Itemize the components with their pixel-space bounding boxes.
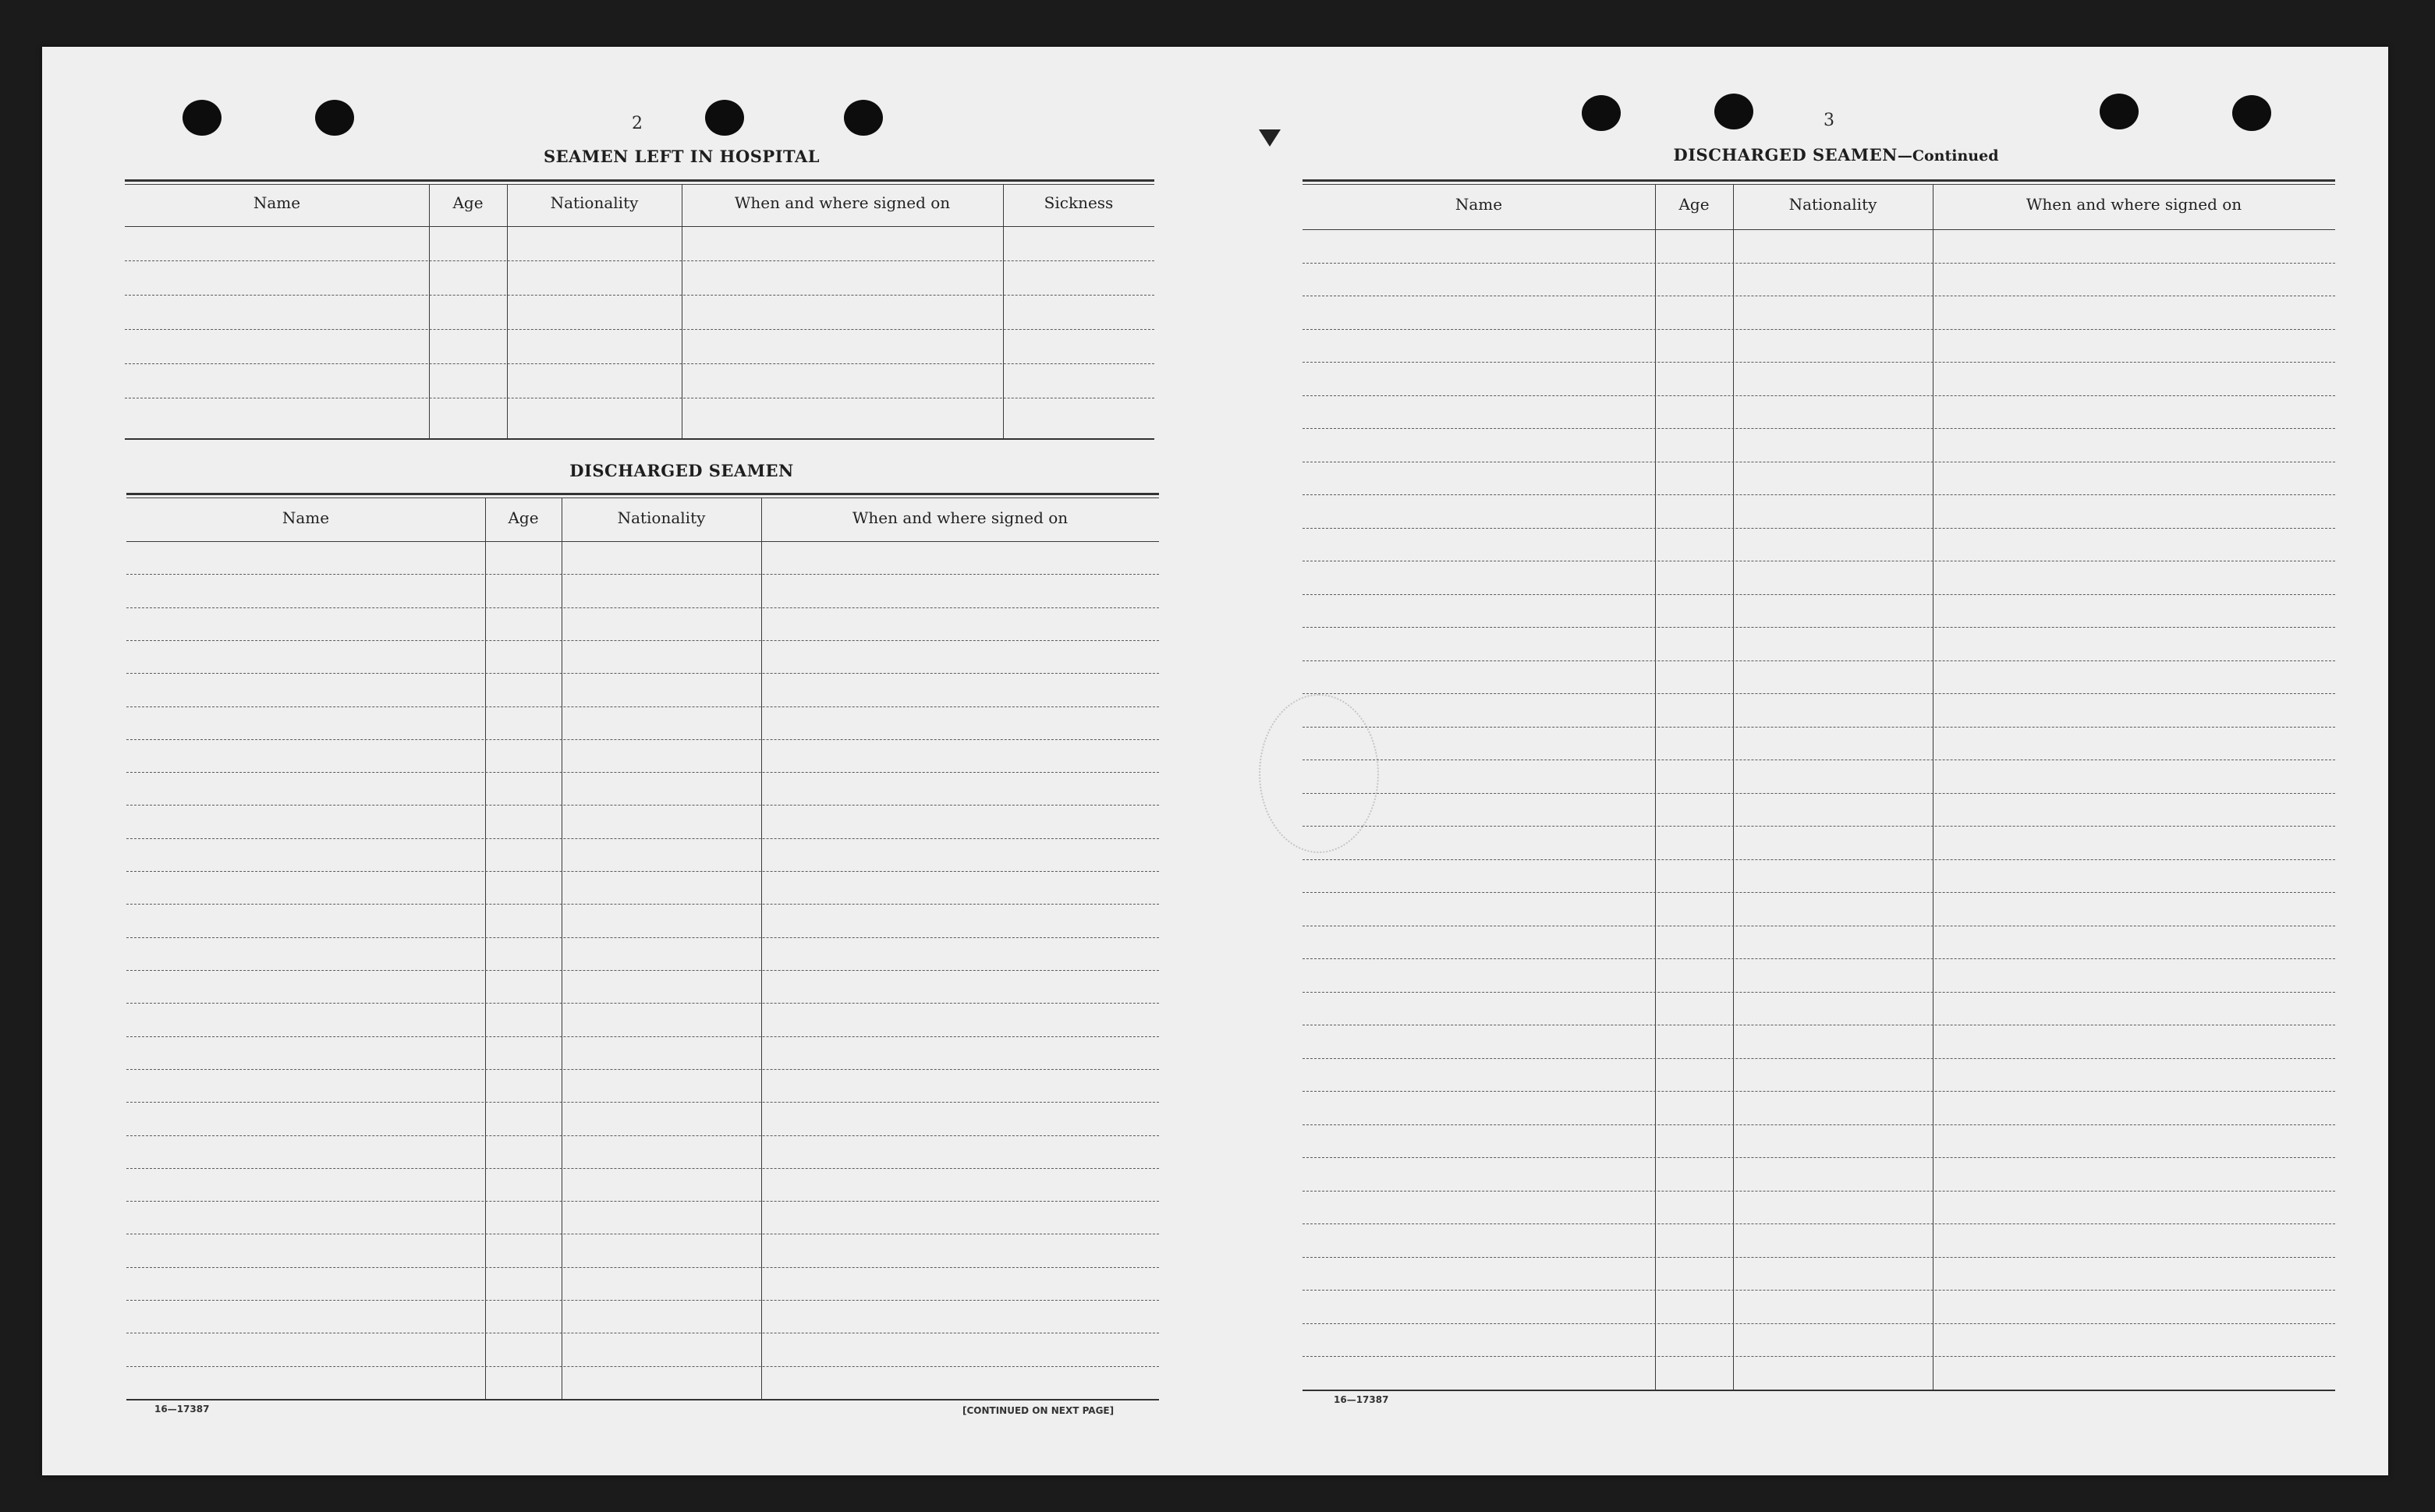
punch-hole bbox=[2100, 94, 2139, 129]
col-header-name: Name bbox=[1455, 195, 1503, 214]
discharged-table-left bbox=[126, 493, 1159, 1400]
table-row-line bbox=[1303, 992, 2335, 993]
table-row-line bbox=[1303, 1356, 2335, 1357]
col-header-signed-on: When and where signed on bbox=[852, 508, 1069, 527]
table-row-line bbox=[1303, 1323, 2335, 1324]
table-row-line bbox=[1303, 727, 2335, 728]
punch-hole bbox=[183, 100, 222, 136]
title-suffix: —Continued bbox=[1897, 147, 1999, 165]
table-row-line bbox=[126, 1201, 1159, 1202]
table-row-line bbox=[126, 739, 1159, 740]
table-row-line bbox=[126, 1168, 1159, 1169]
table-row-line bbox=[1303, 329, 2335, 330]
table-row-line bbox=[1303, 528, 2335, 529]
table-row-line bbox=[126, 904, 1159, 905]
page-number-left: 2 bbox=[632, 114, 643, 133]
table-row-line bbox=[1303, 395, 2335, 396]
table-row-line bbox=[126, 1003, 1159, 1004]
table-row-line bbox=[1303, 859, 2335, 860]
table-row-line bbox=[1303, 1290, 2335, 1291]
hospital-table bbox=[125, 179, 1154, 441]
col-header-signed-on: When and where signed on bbox=[2026, 195, 2242, 214]
discharged-section-title: DISCHARGED SEAMEN bbox=[569, 461, 794, 480]
form-number-left: 16—17387 bbox=[154, 1404, 210, 1415]
table-row-line bbox=[126, 640, 1159, 641]
col-header-name: Name bbox=[282, 508, 330, 527]
punch-hole bbox=[315, 100, 354, 136]
col-header-signed-on: When and where signed on bbox=[734, 193, 951, 212]
punch-hole bbox=[2232, 95, 2271, 131]
corner-mark bbox=[1259, 129, 1281, 147]
table-row-line bbox=[126, 970, 1159, 971]
punch-hole bbox=[844, 100, 883, 136]
table-row-line bbox=[1303, 494, 2335, 495]
table-row-line bbox=[126, 1267, 1159, 1268]
table-row-line bbox=[1303, 1257, 2335, 1258]
punch-hole bbox=[1714, 94, 1753, 129]
punch-hole bbox=[705, 100, 744, 136]
table-row-line bbox=[126, 673, 1159, 674]
table-row-line bbox=[126, 1036, 1159, 1037]
table-row-line bbox=[1303, 693, 2335, 694]
continued-note: [CONTINUED ON NEXT PAGE] bbox=[962, 1405, 1115, 1416]
col-header-nationality: Nationality bbox=[550, 193, 639, 212]
col-header-age: Age bbox=[1678, 195, 1710, 214]
table-row-line bbox=[1303, 594, 2335, 595]
table-row-line bbox=[1303, 263, 2335, 264]
discharged-continued-title bbox=[1524, 145, 2148, 165]
table-row-line bbox=[126, 1135, 1159, 1136]
discharged-table-right bbox=[1303, 179, 2335, 1396]
table-row-line bbox=[126, 1366, 1159, 1367]
table-row-line bbox=[1303, 627, 2335, 628]
table-row-line bbox=[126, 1069, 1159, 1070]
table-row-line bbox=[1303, 1157, 2335, 1158]
table-row-line bbox=[126, 805, 1159, 806]
table-row-line bbox=[1303, 1091, 2335, 1092]
table-row-line bbox=[126, 706, 1159, 707]
col-header-name: Name bbox=[253, 193, 301, 212]
table-row-line bbox=[126, 772, 1159, 773]
table-row-line bbox=[126, 871, 1159, 872]
table-row-line bbox=[126, 607, 1159, 608]
table-row-line bbox=[126, 838, 1159, 839]
table-row-line bbox=[1303, 1191, 2335, 1192]
table-row-line bbox=[126, 1300, 1159, 1301]
table-row-line bbox=[1303, 958, 2335, 959]
form-number-right: 16—17387 bbox=[1334, 1394, 1389, 1405]
punch-hole bbox=[1582, 95, 1621, 131]
table-row-line bbox=[1303, 428, 2335, 429]
table-row-line bbox=[126, 574, 1159, 575]
col-header-nationality: Nationality bbox=[1788, 195, 1877, 214]
table-row-line bbox=[1303, 892, 2335, 893]
hospital-section-title: SEAMEN LEFT IN HOSPITAL bbox=[543, 147, 821, 166]
col-header-sickness: Sickness bbox=[1044, 193, 1114, 212]
table-row-line bbox=[126, 937, 1159, 938]
table-row-line bbox=[126, 1102, 1159, 1103]
col-header-age: Age bbox=[508, 508, 539, 527]
table-row-line bbox=[1303, 660, 2335, 661]
col-header-age: Age bbox=[452, 193, 484, 212]
faded-stamp bbox=[1259, 694, 1379, 853]
table-row-line bbox=[1303, 1124, 2335, 1125]
table-row-line bbox=[1303, 1058, 2335, 1059]
table-row-line bbox=[1303, 826, 2335, 827]
document-sheet bbox=[42, 47, 2388, 1475]
table-row-line bbox=[1303, 1223, 2335, 1224]
table-row-line bbox=[1303, 362, 2335, 363]
page-number-right: 3 bbox=[1824, 111, 1834, 130]
col-header-nationality: Nationality bbox=[617, 508, 706, 527]
table-row-line bbox=[1303, 793, 2335, 794]
title-main: DISCHARGED SEAMEN bbox=[1673, 145, 1898, 165]
